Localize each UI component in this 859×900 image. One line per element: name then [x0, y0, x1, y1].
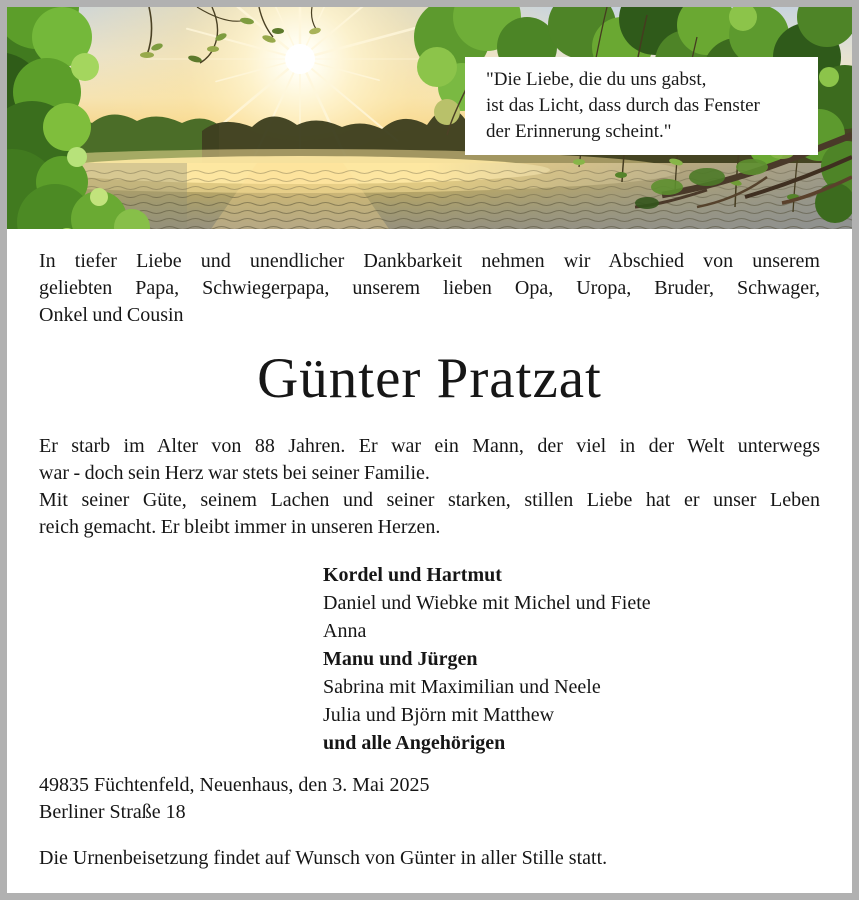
notice-body [7, 248, 852, 872]
intro-line: geliebten Papa, Schwiegerpapa, unserem lieben Opa, Uropa, Bruder, Schwager, [39, 277, 820, 299]
mourner-line: Anna [323, 620, 367, 642]
sun [285, 44, 315, 74]
mourners-list [323, 561, 820, 757]
intro-paragraph [39, 248, 820, 329]
intro-line: In tiefer Liebe und unendlicher Dankbarkeit nehmen wir Abschied von unserem [39, 250, 820, 272]
address-line: Berliner Straße 18 [39, 801, 186, 823]
mourner-line: Daniel und Wiebke mit Michel und Fiete [323, 592, 651, 614]
quote-line: "Die Liebe, die du uns gabst, [486, 69, 707, 90]
body-line: war - doch sein Herz war stets bei seiner Familie. [39, 462, 430, 484]
intro-line: Onkel und Cousin [39, 304, 184, 326]
mourner-line: Julia und Björn mit Matthew [323, 704, 555, 726]
quote-line: der Erinnerung scheint." [486, 121, 672, 142]
body-line: Er starb im Alter von 88 Jahren. Er war ein Mann, der viel in der Welt unterwegs [39, 435, 820, 457]
mourner-line: Kordel und Hartmut [323, 564, 502, 586]
body-line: reich gemacht. Er bleibt immer in unseren Herzen. [39, 516, 441, 538]
closing-line: Die Urnenbeisetzung findet auf Wunsch von Günter in aller Stille statt. [39, 847, 608, 869]
mourner-line: und alle Angehörigen [323, 732, 506, 754]
place-date-block [39, 772, 820, 826]
mourner-line: Manu und Jürgen [323, 648, 478, 670]
quote-box [465, 57, 818, 155]
place-date-line: 49835 Füchtenfeld, Neuenhaus, den 3. Mai 2025 [39, 774, 430, 796]
body-paragraph [39, 433, 820, 541]
mourner-line: Sabrina mit Maximilian und Neele [323, 676, 601, 698]
memorial-photo [7, 7, 852, 229]
body-line: Mit seiner Güte, seinem Lachen und seiner starken, stillen Liebe hat er unser Leben [39, 489, 820, 511]
deceased-name: Günter Pratzat [257, 347, 602, 410]
quote-line: ist das Licht, dass durch das Fenster [486, 95, 760, 116]
